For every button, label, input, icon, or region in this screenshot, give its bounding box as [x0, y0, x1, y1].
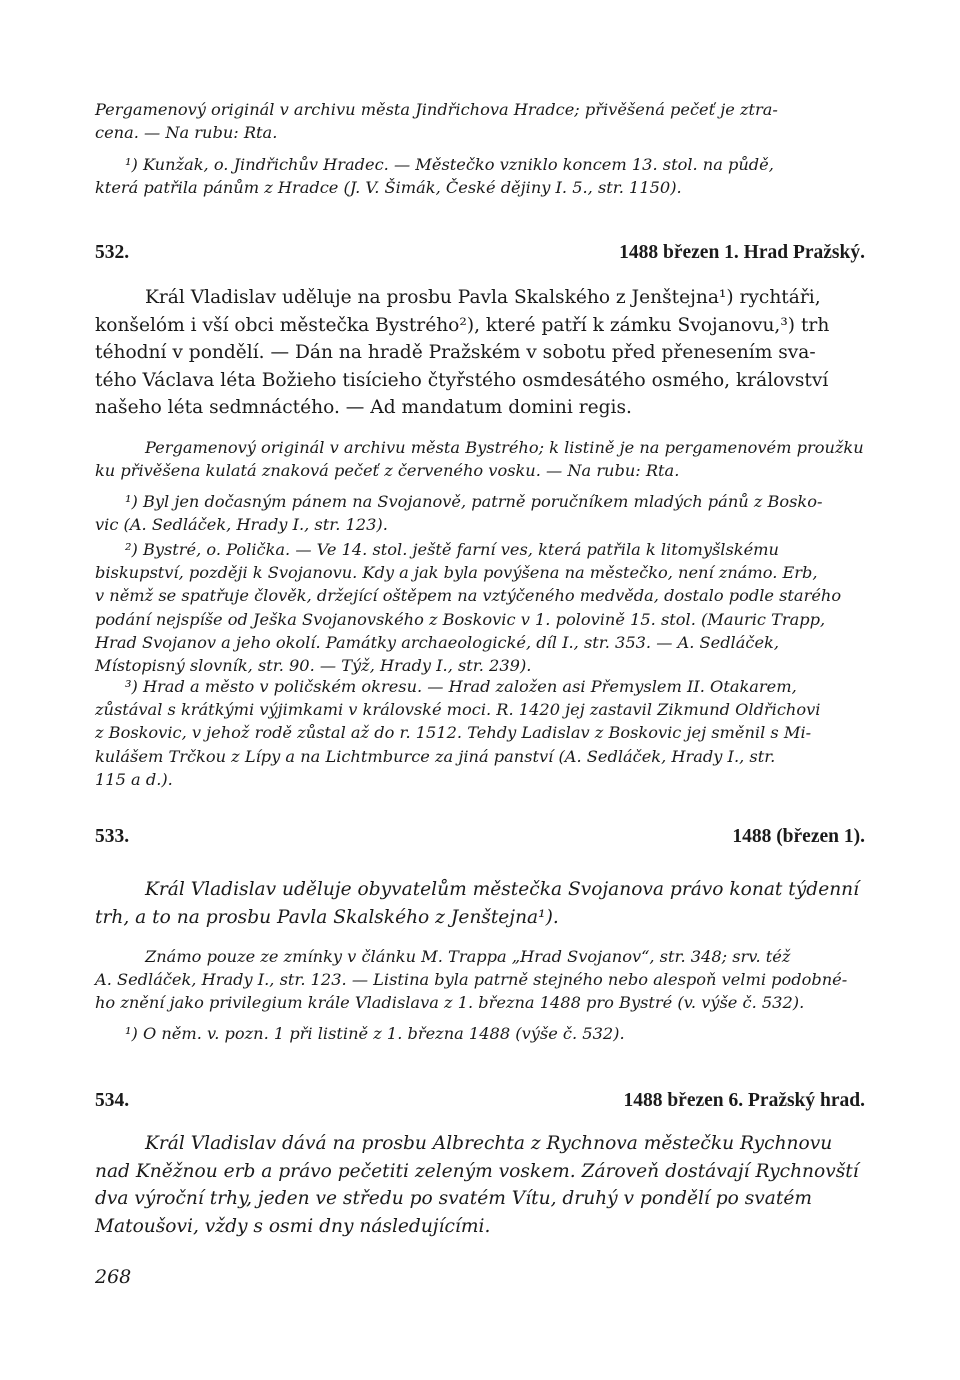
line: ku přivěšena kulatá znaková pečeť z červeného vosku. — Na rubu: Rta. — [95, 461, 680, 481]
entry-532-footnote-3 — [95, 675, 865, 791]
entry-534-regest — [95, 1130, 865, 1240]
line: téhodní v pondělí. — Dán na hradě Pražském v sobotu před přenesením sva- — [95, 342, 816, 363]
line: cena. — Na rubu: Rta. — [95, 123, 278, 143]
line: ²) Bystré, o. Polička. — Ve 14. stol. ještě farní ves, která patřila k litomyšlskému — [125, 540, 779, 559]
line: Známo pouze ze zmínky v článku M. Trappa „Hrad Svojanov“, str. 348; srv. též — [145, 947, 791, 966]
line: našeho léta sedmnáctého. — Ad mandatum domini regis. — [95, 397, 632, 418]
entry-533-note — [95, 945, 865, 1015]
entry-534-heading — [95, 1090, 865, 1116]
line: ¹) Kunžak, o. Jindřichův Hradec. — Městečko vzniklo koncem 13. stol. na půdě, — [125, 155, 774, 174]
line: Král Vladislav uděluje obyvatelům městečka Svojanova právo konat týdenní — [145, 879, 860, 900]
line: kulášem Trčkou z Lípy a na Lichtmburce za jiná panství (A. Sedláček, Hrady I., str. — [95, 746, 776, 766]
line: zůstával s krátkými výjimkami v královské moci. R. 1420 jej zastavil Zikmund Oldřichovi — [95, 700, 821, 720]
line: Pergamenový originál v archivu města Jindřichova Hradce; přivěšená pečeť je ztra- — [95, 100, 778, 119]
entry-date: 1488 březen 1. Hrad Pražský. — [619, 242, 865, 263]
entry-532-footnote-2 — [95, 538, 865, 677]
line: Král Vladislav dává na prosbu Albrechta z Rychnova městečku Rychnovu — [145, 1133, 833, 1154]
line: ¹) Byl jen dočasným pánem na Svojanově, patrně poručníkem mladých pánů z Bosko- — [125, 492, 823, 511]
entry-date: 1488 březen 6. Pražský hrad. — [623, 1090, 865, 1111]
line: trh, a to na prosbu Pavla Skalského z Jenštejna¹). — [95, 906, 559, 928]
line: ho znění jako privilegium krále Vladislava z 1. března 1488 pro Bystré (v. výše č. 532). — [95, 993, 805, 1013]
line: Král Vladislav uděluje na prosbu Pavla Skalského z Jenštejna¹) rychtáři, — [145, 287, 821, 308]
line: 115 a d.). — [95, 769, 173, 789]
line: z Boskovic, v jehož rodě zůstal až do r. 1512. Tehdy Ladislav z Boskovic jej směnil s Mi- — [95, 723, 812, 743]
line: nad Kněžnou erb a právo pečetiti zeleným voskem. Zároveň dostávají Rychnovští — [95, 1160, 859, 1182]
entry-533-footnote-1 — [95, 1022, 865, 1045]
entry-number: 532. — [95, 242, 130, 263]
line: biskupství, později k Svojanovu. Kdy a jak byla povýšena na městečko, není známo. Erb, — [95, 563, 818, 583]
entry-533-heading — [95, 826, 865, 852]
footnote-prev-1 — [95, 153, 865, 199]
line: podání nejspíše od Ješka Svojanovského z Boskovic v 1. polovině 15. stol. (Mauric Trapp, — [95, 609, 826, 629]
line: A. Sedláček, Hrady I., str. 123. — Listina byla patrně stejného nebo alespoň velmi podobné- — [95, 970, 848, 990]
line: tého Václava léta Božieho tisícieho čtyřstého osmdesátého osmého, království — [95, 369, 829, 391]
line: Pergamenový originál v archivu města Bystrého; k listině je na pergamenovém proužku — [145, 438, 864, 457]
line: ¹) O něm. v. pozn. 1 při listině z 1. března 1488 (výše č. 532). — [125, 1024, 625, 1043]
line: Matoušovi, vždy s osmi dny následujícími. — [95, 1215, 491, 1237]
entry-532-heading — [95, 242, 865, 268]
line: vic (A. Sedláček, Hrady I., str. 123). — [95, 515, 388, 535]
entry-532-archive-note — [95, 436, 865, 482]
line: ³) Hrad a město v poličském okresu. — Hrad založen asi Přemyslem II. Otakarem, — [125, 677, 797, 696]
entry-date: 1488 (březen 1). — [732, 826, 865, 847]
line: Hrad Svojanov a jeho okolí. Památky archaeologické, díl I., str. 353. — A. Sedláček, — [95, 632, 779, 652]
line: konšelóm i vší obci městečka Bystrého²), které patří k zámku Svojanovu,³) trh — [95, 314, 830, 336]
entry-number: 533. — [95, 826, 130, 847]
entry-number: 534. — [95, 1090, 130, 1111]
line: dva výroční trhy, jeden ve středu po svatém Vítu, druhý v pondělí po svatém — [95, 1188, 813, 1209]
archive-note-prev — [95, 98, 865, 144]
entry-532-footnote-1 — [95, 490, 865, 536]
entry-532-regest — [95, 284, 865, 422]
entry-533-regest — [95, 876, 865, 931]
page-number: 268 — [95, 1266, 132, 1288]
line: která patřila pánům z Hradce (J. V. Šimák, České dějiny I. 5., str. 1150). — [95, 178, 682, 198]
line: v němž se spatřuje člověk, držející oštěpem na vztýčeného medvěda, dostalo podle starého — [95, 586, 842, 606]
line: Místopisný slovník, str. 90. — Týž, Hrady I., str. 239). — [95, 656, 532, 676]
